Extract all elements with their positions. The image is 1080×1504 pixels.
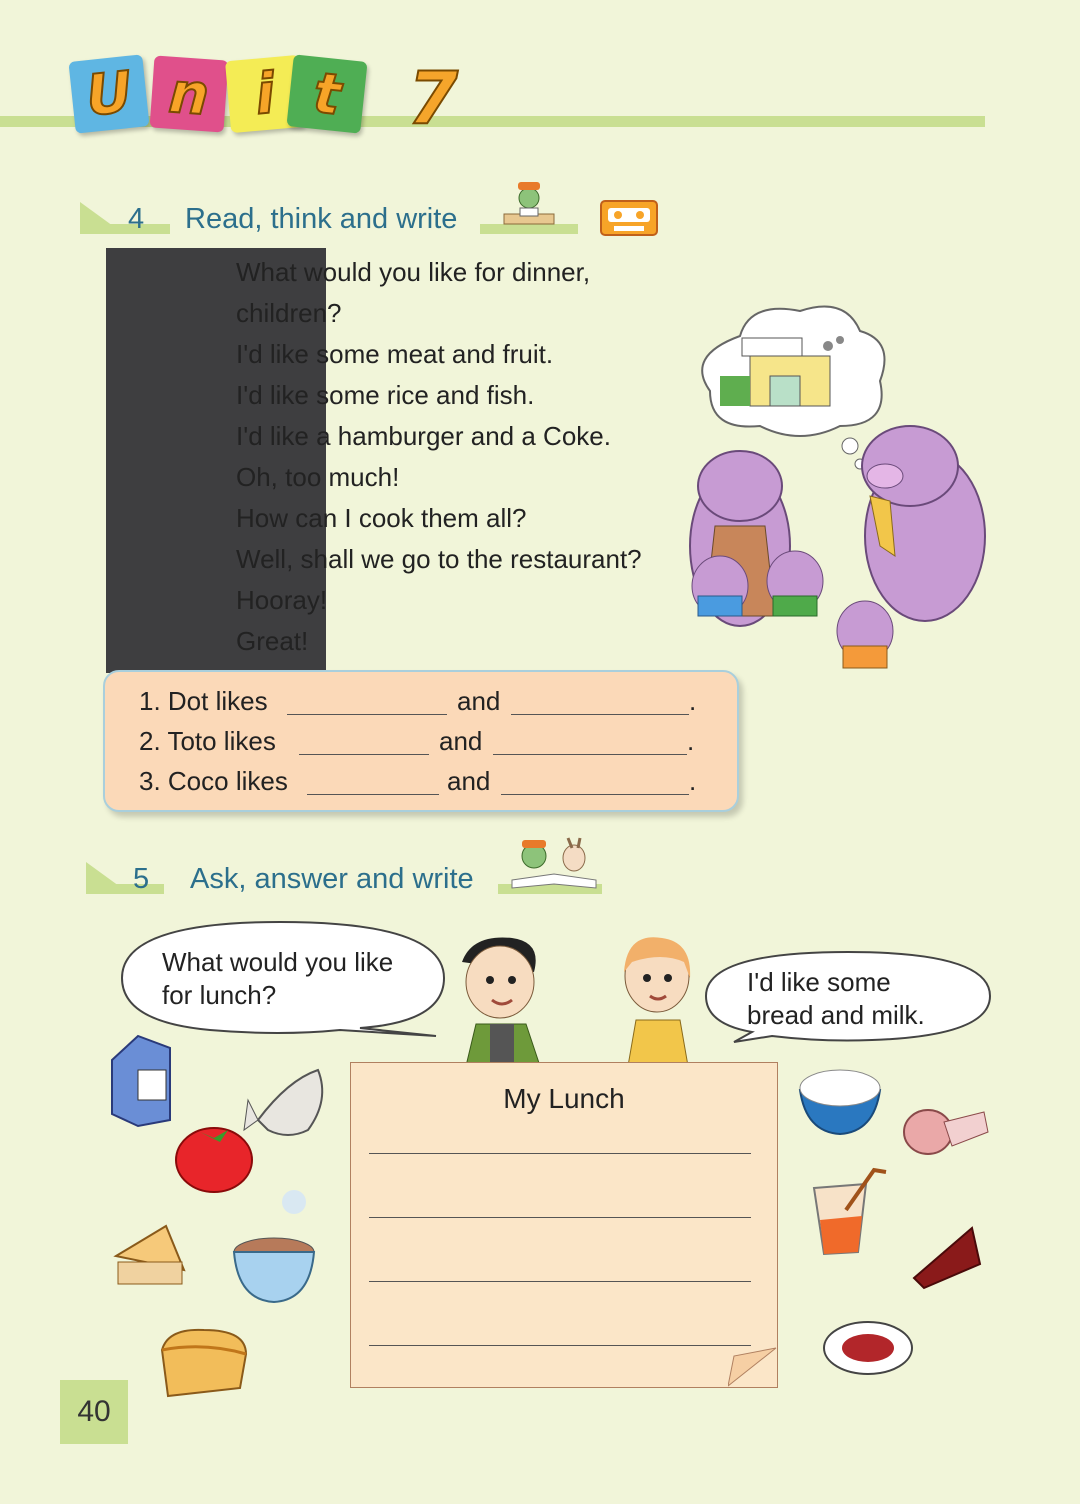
answer-blank[interactable]: [501, 794, 689, 795]
page-number: 40: [60, 1380, 128, 1444]
rice-bowl-icon: [800, 1070, 880, 1134]
juice-glass-icon: [814, 1170, 886, 1254]
reading-child-icon: [500, 178, 558, 228]
dialogue-line: [0, 375, 700, 416]
exercise-3-period: .: [689, 766, 697, 796]
bubble-line: bread and milk.: [747, 1000, 925, 1030]
bread-icon: [162, 1330, 246, 1396]
children-illustration: [452, 932, 702, 1066]
utterance: I'd like some rice and fish.: [236, 380, 535, 410]
dialogue-line: [0, 334, 700, 375]
utterance: Hooray!: [236, 585, 328, 615]
section4-title: Read, think and write: [185, 203, 458, 235]
pig-family-illustration: [680, 296, 1000, 696]
dialogue-line: [0, 498, 700, 539]
utterance: I'd like some meat and fruit.: [236, 339, 554, 369]
unit-tile-n: [150, 56, 229, 133]
dialogue-line: [0, 416, 700, 457]
fish-icon: [244, 1070, 322, 1135]
bubble-line: I'd like some: [747, 967, 891, 997]
my-lunch-card: [350, 1062, 778, 1388]
sandwich-icon: [116, 1226, 184, 1284]
unit-number: 7: [408, 56, 459, 140]
ham-icon: [904, 1110, 988, 1154]
utterance: Great!: [236, 626, 309, 656]
unit-letter: n: [166, 60, 212, 128]
dialogue-line: [0, 252, 700, 293]
exercise-1-and: and: [457, 686, 501, 716]
bubble-right-text: [747, 966, 925, 1032]
plate-of-meat-icon: [824, 1322, 912, 1374]
answer-blank[interactable]: [307, 794, 439, 795]
utterance: children?: [236, 298, 342, 328]
unit-tile-t: [286, 54, 367, 133]
answer-blank[interactable]: [493, 754, 687, 755]
soup-bowl-icon: [234, 1190, 314, 1302]
dialogue-line: [0, 539, 700, 580]
section4-bar: [80, 224, 170, 234]
my-lunch-title: My Lunch: [503, 1083, 625, 1114]
cassette-icon: [600, 200, 658, 236]
bubble-line: What would you like: [162, 947, 394, 977]
reading-friends-icon: [506, 834, 602, 892]
dialogue: [0, 252, 700, 662]
writing-line[interactable]: [369, 1217, 751, 1218]
utterance: Well, shall we go to the restaurant?: [236, 544, 642, 574]
tomato-icon: [176, 1128, 252, 1192]
exercise-1-period: .: [689, 686, 697, 716]
utterance: What would you like for dinner,: [236, 257, 591, 287]
section4-number: 4: [128, 203, 145, 235]
section5-number: 5: [133, 863, 150, 895]
unit-letter: U: [82, 59, 136, 129]
writing-line[interactable]: [369, 1281, 751, 1282]
writing-line[interactable]: [369, 1153, 751, 1154]
exercise-2-period: .: [687, 726, 695, 756]
bubble-left-text: [162, 946, 393, 1012]
exercise-3-and: and: [447, 766, 491, 796]
utterance: I'd like a hamburger and a Coke.: [236, 421, 611, 451]
section5-title: Ask, answer and write: [190, 863, 474, 895]
writing-line[interactable]: [369, 1345, 751, 1346]
exercise-2-and: and: [439, 726, 483, 756]
dialogue-line: [0, 457, 700, 498]
exercise-box: [103, 670, 739, 812]
food-left-column: [108, 1030, 348, 1410]
answer-blank[interactable]: [287, 714, 447, 715]
dialogue-line: [0, 293, 700, 334]
answer-blank[interactable]: [511, 714, 689, 715]
dialogue-line: [0, 621, 700, 662]
milk-carton-icon: [112, 1036, 170, 1126]
food-right-column: [796, 1060, 996, 1390]
page-curl: [728, 1346, 778, 1388]
exercise-2-label: 2. Toto likes: [139, 726, 276, 756]
utterance: How can I cook them all?: [236, 503, 527, 533]
unit-letter: i: [252, 60, 278, 128]
exercise-1-label: 1. Dot likes: [139, 686, 268, 716]
answer-blank[interactable]: [299, 754, 429, 755]
meat-slice-icon: [914, 1228, 980, 1288]
dialogue-line: [0, 580, 700, 621]
unit-letter: t: [310, 60, 344, 128]
bubble-line: for lunch?: [162, 980, 277, 1010]
exercise-3-label: 3. Coco likes: [139, 766, 288, 796]
section5-bar: [86, 884, 164, 894]
utterance: Oh, too much!: [236, 462, 400, 492]
unit-tile-u: [68, 54, 149, 133]
